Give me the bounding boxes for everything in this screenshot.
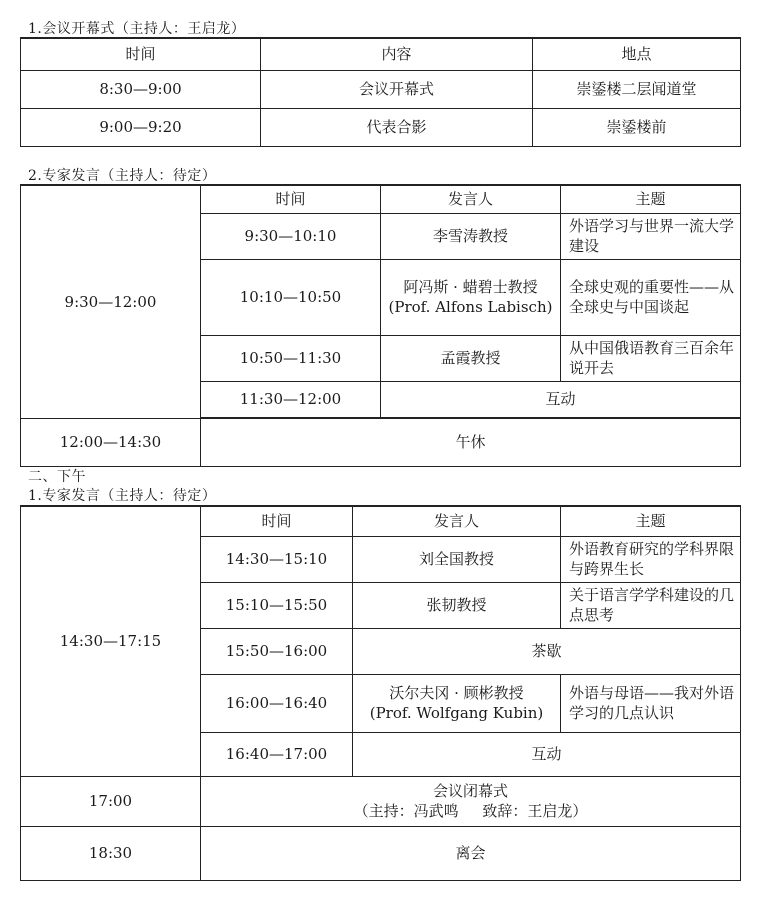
time-cell: 10:50—11:30 <box>201 335 381 381</box>
speaker-cell: 张韧教授 <box>353 582 561 628</box>
time-cell: 9:00—9:20 <box>21 108 261 146</box>
speaker-name-en: (Prof. Wolfgang Kubin) <box>369 704 544 722</box>
location-cell: 崇鋈楼前 <box>533 108 741 146</box>
speaker-name: 沃尔夫冈 · 顾彬教授 <box>389 684 524 702</box>
table-row <box>21 418 741 466</box>
interaction-cell: 互动 <box>381 381 741 417</box>
section2-heading: 2.专家发言（主持人：待定） <box>28 168 217 184</box>
block-time-cell: 9:30—12:00 <box>21 185 201 418</box>
time-cell: 16:00—16:40 <box>201 674 353 732</box>
speaker-cell: 孟霞教授 <box>381 335 561 381</box>
table-row <box>21 776 741 826</box>
header-topic: 主题 <box>561 506 741 536</box>
time-cell: 16:40—17:00 <box>201 732 353 776</box>
time-cell: 15:50—16:00 <box>201 628 353 674</box>
header-topic: 主题 <box>561 185 741 213</box>
closing-label: 会议闭幕式 <box>432 782 508 800</box>
topic-cell: 关于语言学学科建设的几点思考 <box>561 582 741 628</box>
closing-cell <box>201 776 741 826</box>
header-time: 时间 <box>201 506 353 536</box>
content-cell: 代表合影 <box>261 108 533 146</box>
time-cell: 15:10—15:50 <box>201 582 353 628</box>
location-cell: 崇鋈楼二层闻道堂 <box>533 70 741 108</box>
afternoon-speakers-table <box>20 505 741 881</box>
speaker-cell <box>353 674 561 732</box>
header-location: 地点 <box>533 38 741 70</box>
interaction-cell: 互动 <box>353 732 741 776</box>
header-content: 内容 <box>261 38 533 70</box>
morning-speakers-table <box>20 184 741 467</box>
time-cell: 9:30—10:10 <box>201 213 381 259</box>
topic-cell: 外语教育研究的学科界限与跨界生长 <box>561 536 741 582</box>
table-row <box>21 70 741 108</box>
speaker-name-en: (Prof. Alfons Labisch) <box>388 298 553 316</box>
leave-time-cell: 18:30 <box>21 826 201 880</box>
topic-cell: 外语与母语——我对外语学习的几点认识 <box>561 674 741 732</box>
tea-break-cell: 茶歇 <box>353 628 741 674</box>
table-row <box>21 826 741 880</box>
closing-detail: （主持：冯武鸣 致辞：王启龙） <box>353 802 588 820</box>
speaker-cell <box>381 259 561 335</box>
speaker-cell: 刘全国教授 <box>353 536 561 582</box>
header-time: 时间 <box>21 38 261 70</box>
table-row <box>21 108 741 146</box>
time-cell: 14:30—15:10 <box>201 536 353 582</box>
leave-cell: 离会 <box>201 826 741 880</box>
opening-table <box>20 37 741 147</box>
time-cell: 11:30—12:00 <box>201 381 381 417</box>
lunch-cell: 午休 <box>201 418 741 466</box>
lunch-time-cell: 12:00—14:30 <box>21 418 201 466</box>
afternoon-heading: 二、下午 <box>28 469 86 485</box>
header-time: 时间 <box>201 185 381 213</box>
topic-cell: 从中国俄语教育三百余年说开去 <box>561 335 741 381</box>
speaker-cell: 李雪涛教授 <box>381 213 561 259</box>
section1-heading: 1.会议开幕式（主持人：王启龙） <box>28 21 246 37</box>
speaker-name: 阿冯斯 · 蜡碧士教授 <box>403 278 538 296</box>
header-speaker: 发言人 <box>381 185 561 213</box>
content-cell: 会议开幕式 <box>261 70 533 108</box>
header-speaker: 发言人 <box>353 506 561 536</box>
topic-cell: 外语学习与世界一流大学建设 <box>561 213 741 259</box>
afternoon-subheading: 1.专家发言（主持人：待定） <box>28 488 217 504</box>
closing-time-cell: 17:00 <box>21 776 201 826</box>
block-time-cell: 14:30—17:15 <box>21 506 201 776</box>
time-cell: 10:10—10:50 <box>201 259 381 335</box>
time-cell: 8:30—9:00 <box>21 70 261 108</box>
topic-cell: 全球史观的重要性——从全球史与中国谈起 <box>561 259 741 335</box>
